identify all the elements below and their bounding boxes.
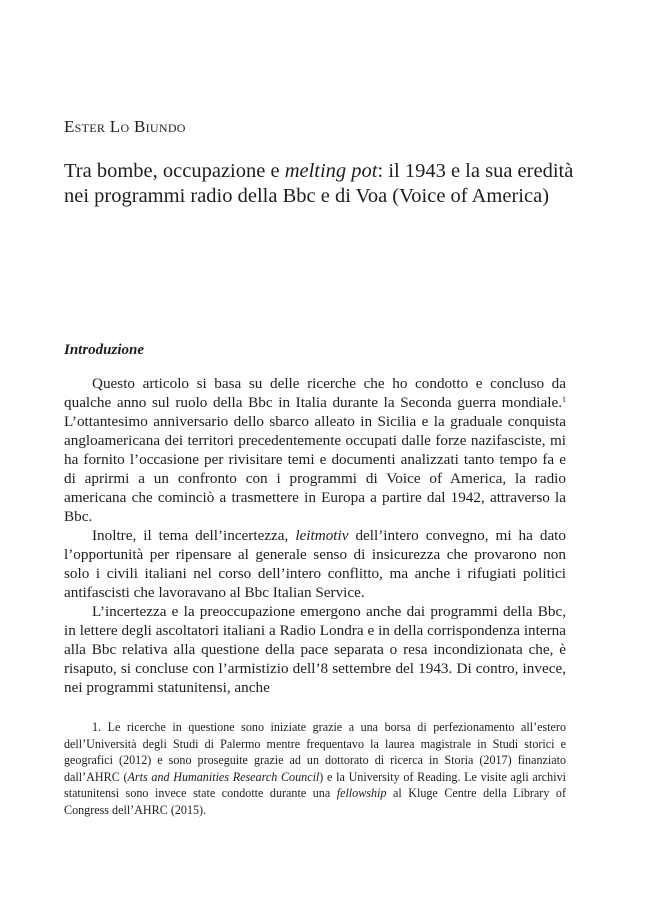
paragraph-text: L’ottantesimo anniversario dello sbarco alleato in Sicilia e la graduale conquista angloamericana dei territori precedentemente occupati dalle forze nazifasciste, mi ha fornito l’occasione per rivisitare temi e documenti analizzati tanto tempo fa e di aprirmi a un confronto con i programmi di Voice of America, la radio americana che cominciò a trasmettere in Europa a partire dal 1942, attraverso la Bbc. bbox=[64, 413, 566, 525]
article-author: Ester Lo Biundo bbox=[64, 117, 186, 136]
paragraph-text: Questo articolo si basa su delle ricerche che ho condotto e concluso da qualche anno sul ruolo della Bbc in Italia durante la Seconda guerra mondiale. bbox=[64, 375, 566, 411]
section-heading: Introduzione bbox=[64, 342, 145, 358]
paragraph: L’incertezza e la preoccupazione emergono anche dai programmi della Bbc, in lettere degli ascoltatori italiani a Radio Londra e in della corrispondenza interna alla Bbc relativa alla questione della pace separata o resa incondizionata che, è risaputo, si concluse con l’armistizio dell’8 settembre del 1943. Di contro, invece, nei programmi statunitensi, anche bbox=[64, 603, 566, 696]
paragraph bbox=[64, 526, 566, 602]
title-emphasis: melting pot bbox=[284, 160, 378, 182]
footnote bbox=[64, 719, 566, 818]
article-title bbox=[64, 159, 604, 209]
paragraph-text: Inoltre, il tema dell’incertezza, bbox=[92, 527, 296, 544]
paragraph-text: dell’intero convegno, mi ha dato l’opportunità per ripensare al generale senso di insicurezza che provarono non solo i civili italiani nel corso dell’intero conflitto, ma anche i rifugiati politici antifascisti che lavoravano al Bbc Italian Service. bbox=[64, 527, 566, 601]
paragraph-emphasis: leitmotiv bbox=[295, 527, 349, 544]
footnote-text: Le ricerche in questione sono iniziate grazie a una borsa di perfezionamento all’estero dell’Università degli Studi di Palermo mentre frequentavo la laurea magistrale in Studi storici e geografici (2012) e sono proseguite grazie ad un dottorato di ricerca in Storia (2017) finanziato dall’AHRC ( bbox=[64, 720, 566, 784]
body-text bbox=[64, 374, 566, 697]
footnote-number: 1. bbox=[92, 720, 102, 734]
title-text: Tra bombe, occupazione e bbox=[64, 160, 285, 182]
title-line-2: nei programmi radio della Bbc e di Voa (Voice of America) bbox=[64, 185, 550, 207]
paragraph bbox=[64, 374, 566, 526]
footnote-text: al Kluge Centre della Library of Congress dell’AHRC (2015). bbox=[64, 786, 566, 817]
footnote-text: ) e la University of Reading. Le visite agli archivi statunitensi sono invece state condotte durante una bbox=[64, 769, 566, 800]
title-text: : il 1943 e la sua eredità bbox=[377, 160, 574, 182]
footnotes bbox=[64, 719, 566, 818]
footnote-emphasis: fellowship bbox=[336, 786, 387, 800]
footnote-reference: 1 bbox=[562, 395, 566, 405]
footnote-emphasis: Arts and Humanities Research Council bbox=[127, 769, 320, 784]
title-line-1 bbox=[64, 159, 604, 184]
